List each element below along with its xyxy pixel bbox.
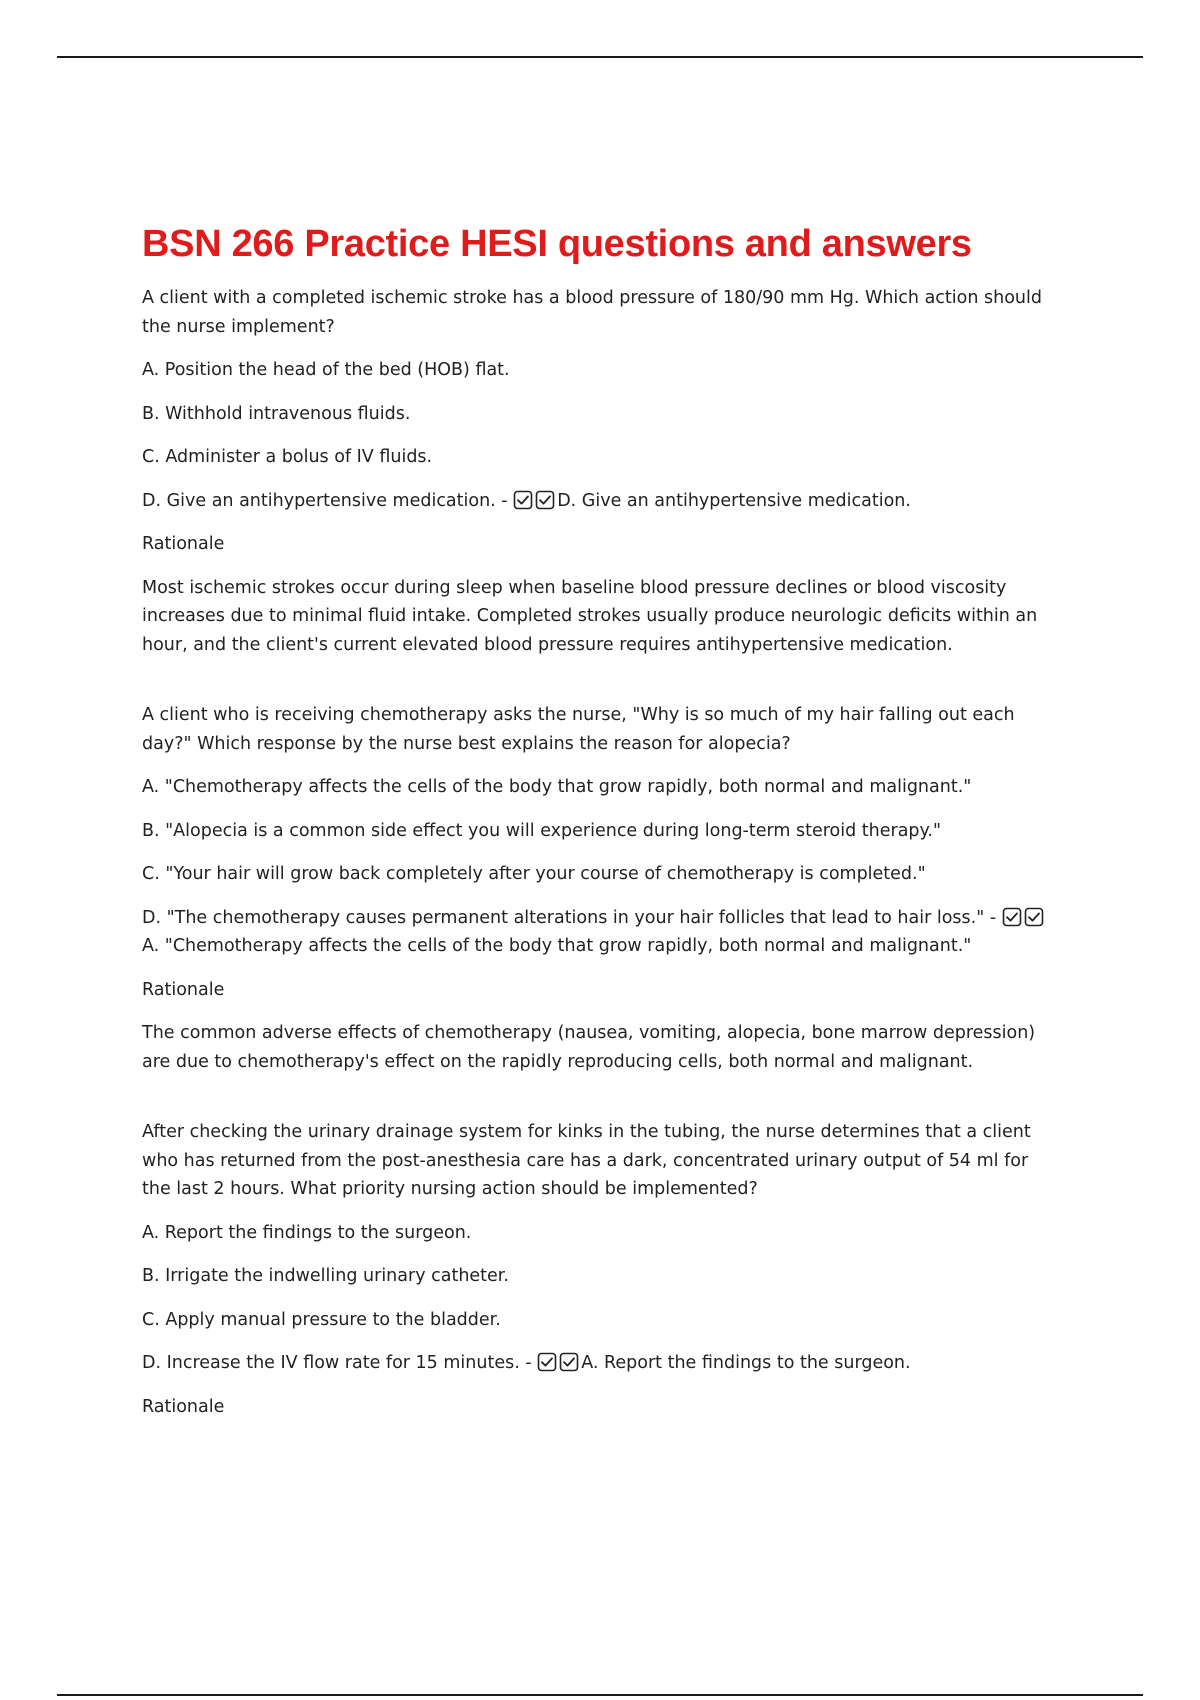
option-b: B. Irrigate the indwelling urinary catheter. [142,1266,509,1286]
option-d-with-answer [142,487,1062,516]
option-c: C. "Your hair will grow back completely after your course of chemotherapy is completed." [142,864,926,884]
option-d-with-answer [142,904,1062,961]
question-block [142,701,1062,1076]
option-d: D. Increase the IV flow rate for 15 minutes. - [142,1353,532,1373]
option-c: C. Apply manual pressure to the bladder. [142,1309,501,1330]
checkbox-checked-icon [559,1352,579,1372]
rationale-text: The common adverse effects of chemotherapy (nausea, vomiting, alopecia, bone marrow depression) are due to chemotherapy's effect on the rapidly reproducing cells, both normal and malignant. [142,1023,1036,1072]
option-a: A. "Chemotherapy affects the cells of the body that grow rapidly, both normal and malignant." [142,777,972,797]
checkbox-checked-icon [1002,907,1022,927]
option-b: B. Withhold intravenous fluids. [142,403,411,424]
checkbox-checked-icon [537,1352,557,1372]
option-d-with-answer [142,1349,1062,1378]
question-stem: A client with a completed ischemic stroke has a blood pressure of 180/90 mm Hg. Which action should the nurse implement? [142,288,1042,337]
question-stem: A client who is receiving chemotherapy asks the nurse, "Why is so much of my hair falling out each day?" Which response by the nurse best explains the reason for alopecia? [142,705,1015,754]
bottom-rule [57,1694,1143,1696]
option-d: D. Give an antihypertensive medication. - [142,490,508,511]
rationale-label: Rationale [142,979,225,1000]
option-b: B. "Alopecia is a common side effect you will experience during long-term steroid therapy." [142,820,942,841]
document-title: BSN 266 Practice HESI questions and answers [142,223,972,265]
document-body [142,218,1062,1436]
question-block [142,284,1062,659]
correct-answer: A. "Chemotherapy affects the cells of the body that grow rapidly, both normal and malignant." [142,936,972,956]
option-c: C. Administer a bolus of IV fluids. [142,447,433,467]
rationale-text: Most ischemic strokes occur during sleep when baseline blood pressure declines or blood viscosity increases due to minimal fluid intake. Completed strokes usually produce neurologic deficits within an hour, and the client's current elevated blood pressure requires antihypertensive medication. [142,577,1038,655]
option-a: A. Position the head of the bed (HOB) flat. [142,360,510,380]
option-a: A. Report the findings to the surgeon. [142,1222,472,1243]
correct-answer: A. Report the findings to the surgeon. [581,1353,911,1373]
checkbox-checked-icon [1024,907,1044,927]
rationale-label: Rationale [142,534,225,554]
rationale-label: Rationale [142,1396,225,1417]
question-stem: After checking the urinary drainage system for kinks in the tubing, the nurse determines that a client who has returned from the post-anesthesia care has a dark, concentrated urinary output of 54 ml for the last 2 hours. What priority nursing action should be implemented? [142,1122,1031,1199]
option-d: D. "The chemotherapy causes permanent alterations in your hair follicles that lead to hair loss." - [142,907,997,928]
checkbox-checked-icon [513,490,533,510]
correct-answer: D. Give an antihypertensive medication. [557,490,911,511]
top-rule [57,56,1143,58]
question-block [142,1118,1062,1421]
checkbox-checked-icon [535,490,555,510]
